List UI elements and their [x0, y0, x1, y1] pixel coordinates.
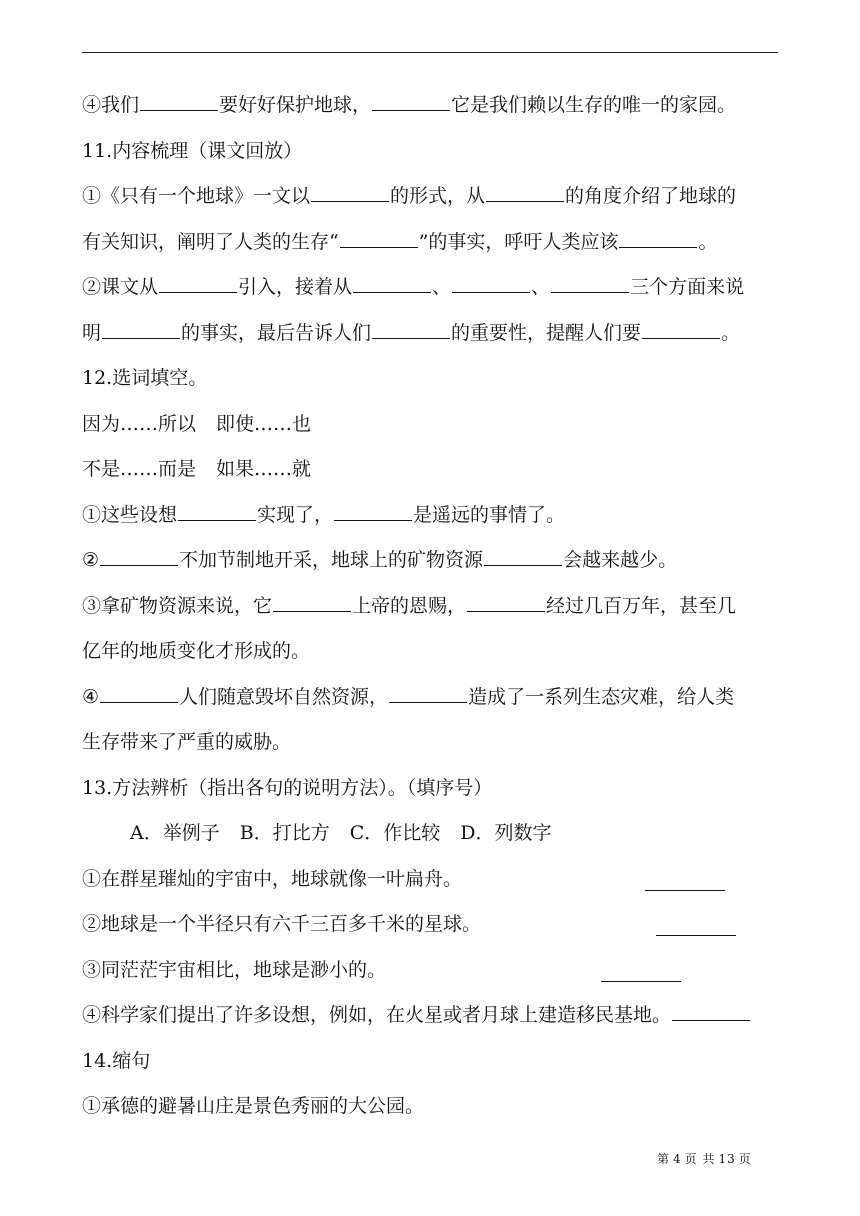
- answer-blank[interactable]: [372, 316, 450, 339]
- q14-sentence-1: ①承德的避暑山庄是景色秀丽的大公园。: [82, 1095, 425, 1117]
- q12-sentence-4-cont: 生存带来了严重的威胁。: [82, 731, 292, 753]
- q13-method-options: [82, 816, 778, 862]
- q12-sentence-2: ② 不加节制地开采，地球上的矿物资源 会越来越少。: [82, 543, 778, 589]
- q14-title: 14.缩句: [82, 1049, 151, 1072]
- page-footer: 第 4 页 共 13 页: [657, 1152, 752, 1166]
- option-d: D．列数字: [460, 822, 552, 844]
- answer-blank[interactable]: [372, 88, 450, 111]
- q11-title: 11.内容梳理（课文回放）: [82, 139, 303, 162]
- answer-blank[interactable]: [311, 179, 389, 202]
- answer-blank[interactable]: [484, 543, 562, 566]
- answer-blank[interactable]: [656, 913, 736, 936]
- option-b: B．打比方: [239, 822, 330, 844]
- answer-blank[interactable]: [159, 270, 237, 293]
- q13-sentence-3: ③同茫茫宇宙相比，地球是渺小的。: [82, 953, 778, 999]
- q12-title: 12.选词填空。: [82, 367, 208, 389]
- header-rule: [82, 52, 778, 53]
- q10-item-4: ④我们 要好好保护地球， 它是我们赖以生存的唯一的家园。: [82, 88, 778, 134]
- q12-sentence-1: ①这些设想 实现了， 是遥远的事情了。: [82, 498, 778, 544]
- answer-blank[interactable]: [102, 316, 180, 339]
- option-a: A．举例子: [130, 822, 220, 844]
- answer-blank[interactable]: [353, 270, 431, 293]
- answer-blank[interactable]: [672, 998, 750, 1021]
- q13-sentence-1: ①在群星璀灿的宇宙中，地球就像一叶扁舟。: [82, 862, 778, 908]
- q12-sentence-3: ③拿矿物资源来说，它 上帝的恩赐， 经过几百万年，甚至几: [82, 589, 778, 635]
- answer-blank[interactable]: [273, 589, 351, 612]
- answer-blank[interactable]: [100, 543, 178, 566]
- answer-blank[interactable]: [551, 270, 629, 293]
- answer-blank[interactable]: [467, 589, 545, 612]
- answer-blank[interactable]: [642, 316, 720, 339]
- page-total: 13: [718, 1152, 736, 1166]
- q13-title: 13.方法辨析（指出各句的说明方法）。（填序号）: [82, 776, 493, 799]
- answer-blank[interactable]: [389, 680, 467, 703]
- q11-line-3: ②课文从 引入，接着从 、 、 三个方面来说: [82, 270, 778, 316]
- answer-blank[interactable]: [100, 680, 178, 703]
- q12-sentence-4: ④ 人们随意毁坏自然资源， 造成了一系列生态灾难，给人类: [82, 680, 778, 726]
- answer-blank[interactable]: [486, 179, 564, 202]
- page-number: 4: [673, 1152, 682, 1166]
- q11-line-4: 明 的事实，最后告诉人们 的重要性，提醒人们要 。: [82, 316, 778, 362]
- option-c: C．作比较: [349, 822, 441, 844]
- answer-blank[interactable]: [452, 270, 530, 293]
- q11-line-2: 有关知识，阐明了人类的生存“ ”的事实，呼吁人类应该 。: [82, 225, 778, 271]
- answer-blank[interactable]: [178, 498, 256, 521]
- worksheet-body: [82, 88, 778, 1135]
- answer-blank[interactable]: [645, 868, 725, 891]
- answer-blank[interactable]: [140, 88, 218, 111]
- answer-blank[interactable]: [619, 225, 697, 248]
- q12-word-options-1: 因为……所以 即使……也: [82, 412, 312, 435]
- q12-word-options-2: 不是……而是 如果……就: [82, 458, 312, 480]
- q13-sentence-2: ②地球是一个半径只有六千三百多千米的星球。: [82, 907, 778, 953]
- q13-sentence-4: ④科学家们提出了许多设想，例如，在火星或者月球上建造移民基地。: [82, 998, 778, 1044]
- q12-sentence-3-cont: 亿年的地质变化才形成的。: [82, 640, 311, 662]
- q11-line-1: ①《只有一个地球》一文以 的形式，从 的角度介绍了地球的: [82, 179, 778, 225]
- answer-blank[interactable]: [601, 959, 681, 982]
- answer-blank[interactable]: [334, 498, 412, 521]
- answer-blank[interactable]: [340, 225, 418, 248]
